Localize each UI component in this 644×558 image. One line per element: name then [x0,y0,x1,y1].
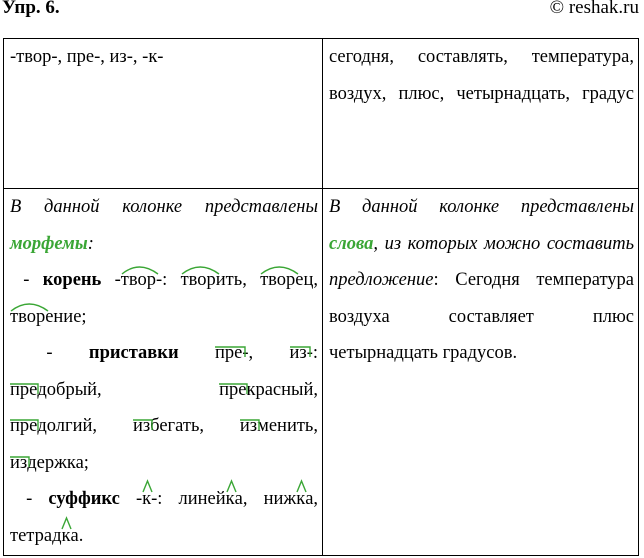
prefix-part [219,372,246,409]
prefix-part [10,372,37,409]
root-word-1-text: творить [180,270,243,290]
cell-morphemes-explanation [4,189,323,556]
root-word-1 [181,262,243,299]
prefix-line [10,335,318,372]
root-morpheme-text: -твор- [114,270,163,290]
suffix-text: а. [70,525,84,546]
prefix-part [133,408,150,445]
root-word-2 [260,262,313,299]
morphemes-word: морфемы [10,233,88,254]
root-colon: : [162,270,181,290]
prefix-word [240,416,318,436]
words-word: слова [329,233,374,254]
exercise-table [3,38,639,556]
root-dash: - [23,270,30,290]
words-intro-rest: , из которых можно составить предложение [329,233,634,290]
table-row [4,189,639,556]
suffix-label: суффикс [48,489,120,509]
prefix-part-text: пре [10,379,38,400]
prefix-dash: - [46,343,53,363]
root-label: корень [42,270,102,290]
word-rest: долгий, [37,416,98,436]
prefix-part-text: из [132,416,151,436]
exercise-number: Упр. 6. [2,0,60,18]
suffix-text: а, ниж [234,489,297,509]
suffix-part-text: к [296,489,306,509]
morph-intro: В данной колонке представлены [10,197,318,217]
table-row [4,39,639,189]
prefix-word [10,380,102,400]
prefix-word [10,416,97,436]
suffix-part [226,481,235,518]
prefix-morpheme-2-tail: : [312,343,319,363]
prefix-morpheme-1-text: пре- [215,343,249,363]
suffix-part-text: к [225,489,235,509]
root-word-3-tail: ; [81,306,87,327]
prefix-label: приставки [88,343,179,363]
root-word-2-tail: , [313,270,319,290]
words-explanation-para [329,189,634,372]
prefix-sep: , [248,343,254,363]
prefix-part [240,408,257,445]
prefix-word [219,380,318,400]
root-word-1-tail: , [242,270,261,290]
root-word-3 [10,299,81,336]
suffix-line [10,481,318,518]
root-line [10,262,318,299]
morphemes-list-text: -твор-, пре-, из-, -к- [10,47,164,67]
word-rest: добрый, [37,379,102,400]
suffix-part [61,518,70,555]
suffix-part-text: к [142,489,152,509]
prefix-morpheme-2 [290,335,313,372]
suffix-word-start: тетрад [10,525,62,546]
suffix-morpheme-start: - [135,489,143,509]
prefix-examples-2 [10,408,318,445]
prefix-part-text: пре [10,416,38,436]
prefix-word [10,453,89,473]
prefix-part-text: пре [219,379,247,400]
prefix-morpheme-2-text: из- [289,343,313,363]
word-rest: держка; [27,452,89,473]
root-line-2 [10,299,318,336]
prefix-part [10,408,37,445]
cell-morphemes-list [4,39,323,189]
prefix-word [133,416,204,436]
word-rest: красный, [246,379,318,400]
suffix-line-2 [10,518,318,555]
suffix-dash: - [26,489,33,509]
suffix-part-text: к [61,525,71,546]
word-rest: менить, [257,416,318,436]
prefix-morpheme-1 [215,335,249,372]
cell-words-list [323,39,639,189]
morph-intro-line [10,189,318,226]
words-colon: : [433,270,439,290]
prefix-part-text: из [10,452,28,473]
words-intro: В данной колонке представлены [329,197,634,217]
prefix-part-text: из [239,416,258,436]
morph-heading-line [10,226,318,263]
suffix-text: а, [305,489,319,509]
suffix-text: -: линей [151,489,226,509]
prefix-examples-3 [10,445,318,482]
root-word-2-text: творец [260,270,314,290]
root-word-3-text: творение [10,306,82,327]
example-sentence: Сегодня температура воздуха составляет плюс четырнадцать градусов. [329,270,634,363]
prefix-examples-1 [10,372,318,409]
words-list-text: сегодня, составлять, температура, воздух, плюс, четырнадцать, градус [329,47,634,104]
word-rest: бегать, [150,416,205,436]
prefix-part [10,445,27,482]
root-morpheme [115,262,163,299]
cell-words-explanation [323,189,639,556]
suffix-part [296,481,305,518]
suffix-part [142,481,151,518]
source-label: © reshak.ru [549,0,639,18]
morph-colon: : [87,233,94,254]
